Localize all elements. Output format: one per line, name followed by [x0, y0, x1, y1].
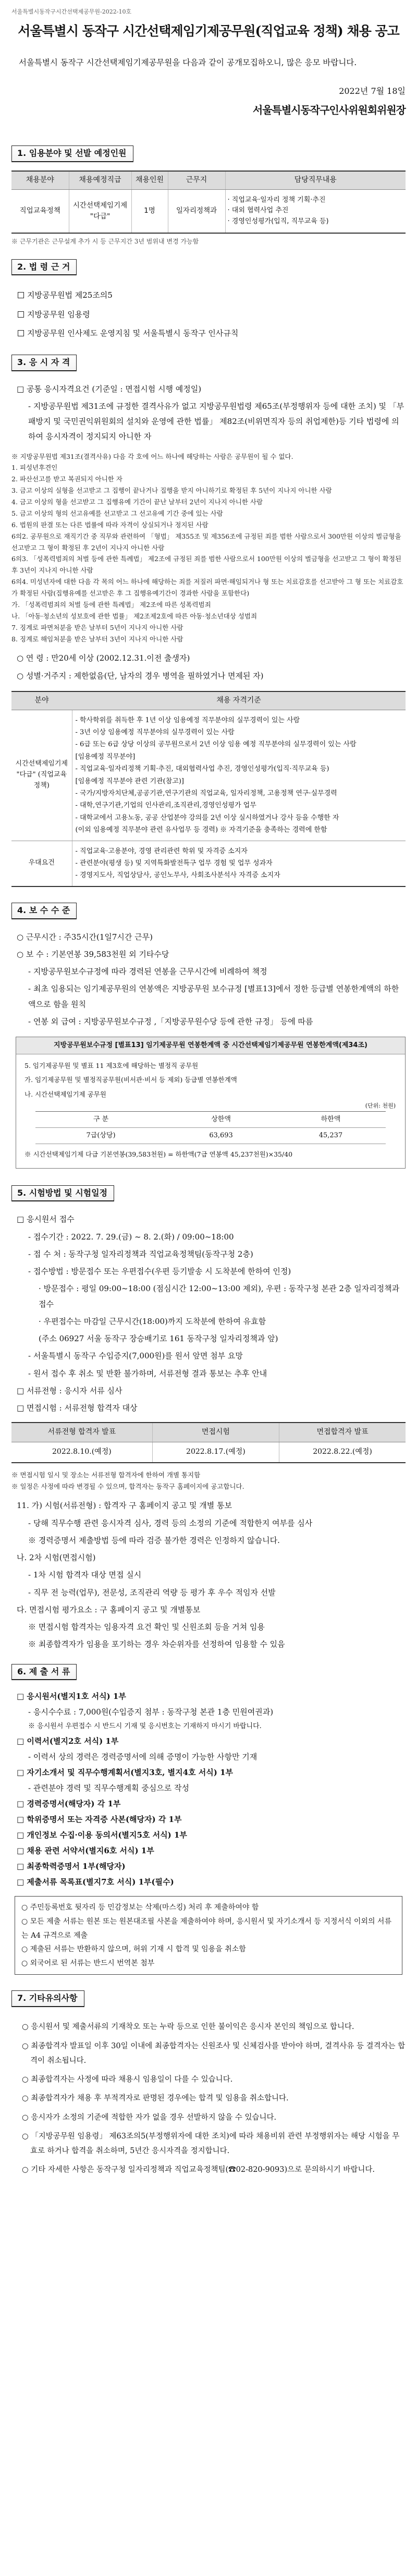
intro-text: 서울특별시 동작구 시간선택제임기제공무원을 다음과 같이 공개모집하오니, 많은 응모 바랍니다.	[19, 57, 357, 67]
table-row	[11, 841, 406, 886]
criteria-line: - 관련분야(평생 등) 및 지역특화발전특구 업무 경험 및 업무 성과자	[75, 859, 273, 867]
caution-line: ○ 최종합격자 발표일 이후 30일 이내에 최종합격자는 신원조사 및 신체검사를 받아야 하며, 결격사유 등 결격자는 합격이 취소됩니다.	[22, 2042, 406, 2065]
document-item: □ 자기소개서 및 직무수행계획서(별지3호, 별지4호 서식) 1부	[17, 1768, 234, 1778]
disqualification-notes	[11, 451, 406, 645]
exam-line: · 방문접수 : 평일 09:00~18:00 (점심시간 12:00~13:00 제외), 우편 : 동작구청 본관 2층 일자리정책과 접수	[39, 1284, 400, 1309]
caution-line: ○ 최종합격자가 채용 후 부적격자로 판명된 경우에는 합격 및 임용을 취소합니다.	[22, 2094, 289, 2103]
work-hours: ○ 근무시간 : 주35시간(1일7시간 근무)	[17, 932, 153, 942]
table-row	[11, 189, 406, 233]
schedule-header: 서류전형 합격자 발표	[11, 1423, 152, 1442]
section-title-7: 7. 기타유의사항	[11, 1990, 84, 2007]
exam-method-line: ※ 면접시험 합격자는 임용자격 요건 확인 및 신원조회 등을 거쳐 임용	[28, 1622, 265, 1632]
header-criteria: 채용 자격기준	[72, 691, 406, 710]
document-list	[17, 1688, 406, 1890]
pay-header: 구 분	[35, 1111, 166, 1127]
pay-header: 상한액	[166, 1111, 276, 1127]
document-notice-box	[15, 1896, 402, 1975]
note-line: 8. 징계로 해임처분을 받은 날부터 3년이 지나지 아니한 사람	[11, 635, 183, 643]
notice-title: 서울특별시 동작구 시간선택제임기제공무원(직업교육 정책) 채용 공고	[18, 23, 399, 39]
salary-detail: - 연봉 외 급여 : 지방공무원보수규정 ,「지방공무원수당 등에 관한 규정」 등에 따름	[28, 1016, 313, 1026]
exam-method-line: - 직무 전 능력(업무), 전문성, 조직관리 역량 등 평가 후 우수 적임자 선발	[28, 1587, 276, 1597]
section-title-2: 2. 법 령 근 거	[11, 259, 77, 276]
duty-line: · 경영인성평가(입직, 직무교육 등)	[227, 217, 329, 226]
table-row	[11, 1442, 406, 1462]
age-requirement: ○ 연 령 : 만20세 이상 (2002.12.31.이전 출생자)	[17, 653, 190, 663]
exam-line: · 우편접수는 마감일 근무시간(18:00)까지 도착분에 한하여 유효함	[39, 1316, 266, 1326]
note-line: 가. 「성폭력범죄의 처벌 등에 관한 특례법」 제2조에 따른 성폭력범죄	[11, 600, 211, 609]
pay-cell: 45,237	[276, 1128, 385, 1144]
exam-line: - 원서 접수 후 취소 및 반환 불가하며, 서류전형 결과 통보는 추후 안내	[28, 1368, 267, 1378]
checkbox-icon	[18, 330, 24, 336]
section-title-3: 3. 응 시 자 격	[11, 355, 77, 371]
law-item-text: 지방공무원법 제25조의5	[27, 290, 113, 300]
document-item: □ 응시원서(별지1호 서식) 1부	[17, 1692, 126, 1702]
schedule-cell: 2022.8.22.(예정)	[279, 1442, 406, 1462]
exam-method-line: 11. 가) 시험(서류전형) : 합격자 구 홈페이지 공고 및 개별 통보	[17, 1501, 232, 1511]
law-item-text: 지방공무원 임용령	[27, 309, 90, 319]
law-item	[18, 307, 406, 322]
criteria-line: [임용예정 직무분야 관련 기관(참고)]	[75, 777, 184, 785]
criteria-line: (이외 임용예정 직무분야 관련 유사업무 등 경력) ※ 자격기준을 충족하는 경력에 한함	[75, 826, 327, 834]
schedule-cell: 2022.8.17.(예정)	[152, 1442, 279, 1462]
pay-box-line: 5. 임기제공무원 및 별표 11 제3호에 해당하는 별정직 공무원	[24, 1062, 199, 1070]
exam-method-line: - 1차 시험 합격자 대상 면접 실시	[28, 1570, 142, 1580]
note-line: ※ 지방공무원법 제31조(결격사유) 다음 각 호에 어느 하나에 해당하는 사람은 공무원이 될 수 없다.	[11, 452, 293, 460]
document-detail: - 이력서 상의 경력은 경력증명서에 의해 증명이 가능한 사항만 기재	[28, 1752, 257, 1762]
law-item	[18, 288, 406, 303]
duty-line: · 직업교육·일자리 정책 기획·추진	[227, 196, 326, 204]
note-line: 4. 금고 이상의 형을 선고받고 그 집행유예 기간이 끝난 날부터 2년이 지나지 아니한 사람	[11, 498, 263, 506]
schedule-cell: 2022.8.10.(예정)	[11, 1442, 152, 1462]
schedule-notes	[11, 1469, 406, 1492]
criteria-line: - 직업교육·일자리정책 기획·추진, 대외협력사업 추진, 경영인성평가(입직·직무교육 등)	[75, 765, 329, 773]
exam-line: □ 면접시험 : 서류전형 합격자 대상	[17, 1403, 138, 1413]
document-item: □ 최종학력증명서 1부(해당자)	[17, 1862, 126, 1872]
table-row	[11, 710, 406, 841]
exam-method-line: ※ 최종합격자가 임용을 포기하는 경우 차순위자를 선정하여 임용할 수 있음	[28, 1639, 285, 1649]
pay-limit-box	[16, 1037, 406, 1168]
pay-note: ※ 시간선택제임기제 다급 기본연봉(39,583천원) = 하한액(7급 연봉액 45,237천원)×35/40	[24, 1150, 293, 1159]
pay-cell: 63,693	[166, 1128, 276, 1144]
notice-line: ○ 주민등록번호 뒷자리 등 민감정보는 삭제(마스킹) 처리 후 제출하여야 함	[21, 1903, 259, 1912]
gender-requirement: ○ 성별·거주지 : 제한없음(단, 남자의 경우 병역을 필하였거나 면제된 자)	[17, 671, 264, 681]
note-line: 7. 징계로 파면처분을 받은 날부터 5년이 지나지 아니한 사람	[11, 623, 183, 631]
header-grade: 채용예정직급	[69, 171, 131, 189]
header-count: 채용인원	[131, 171, 168, 189]
notice-date: 2022년 7월 18일	[339, 86, 406, 96]
header-duties: 담당직무내용	[225, 171, 406, 189]
criteria-line: - 경영지도사, 직업상담사, 공인노무사, 사회조사분석사 자격증 소지자	[75, 871, 280, 880]
document-item: □ 개인정보 수집·이용 동의서(별지5호 서식) 1부	[17, 1830, 187, 1840]
note-line: 5. 금고 이상의 형의 선고유예를 선고받고 그 선고유예 기간 중에 있는 사람	[11, 509, 223, 517]
exam-method-line: 나. 2차 시험(면접시험)	[17, 1553, 96, 1563]
note-line: 6의4. 미성년자에 대한 다음 각 목의 어느 하나에 해당하는 죄를 저질러 파면·해임되거나 형 또는 치료감호를 선고받아 그 형 또는 치료감호가 확정된 사람(집행유예를 선고받은 후 그 집행유예기간이 경과한 사람을 포함한다)	[11, 578, 403, 598]
cell-place: 일자리정책과	[168, 189, 225, 233]
header-place: 근무지	[168, 171, 225, 189]
cell-field: 직업교육정책	[11, 189, 69, 233]
law-item	[18, 326, 406, 341]
criteria-line: - 국가/지방자치단체,공공기관,연구기관의 직업교육, 일자리정책, 고용정책 연구·실무경력	[75, 789, 337, 797]
section-title-5: 5. 시험방법 및 시험일정	[11, 1185, 114, 1202]
exam-line: - 서울특별시 동작구 수입증지(7,000원)를 원서 앞면 첨부 요망	[28, 1351, 243, 1361]
schedule-header: 면접시험	[152, 1423, 279, 1442]
salary: ○ 보 수 : 기본연봉 39,583천원 외 기타수당	[17, 949, 169, 959]
notice-line: ○ 모든 제출 서류는 원본 또는 원본대조필 사본을 제출하여야 하며, 응시원서 및 자기소개서 등 지정서식 이외의 서류는 A4 규격으로 제출	[21, 1917, 391, 1940]
recruitment-table	[11, 171, 406, 234]
note-line: 6의2. 공무원으로 재직기간 중 직무와 관련하여 「형법」 제355조 및 제356조에 규정된 죄를 범한 사람으로서 300만원 이상의 벌금형을 선고받고 그 형이 확정된 후 2년이 지나지 아니한 사람	[11, 532, 401, 552]
issuing-organization: 서울특별시동작구인사위원회위원장	[252, 104, 406, 117]
document-item: □ 경력증명서(해당자) 각 1부	[17, 1799, 121, 1809]
schedule-header: 면접합격자 발표	[279, 1423, 406, 1442]
cell-duties	[225, 189, 406, 233]
exam-line: - 접수방법 : 방문접수 또는 우편접수(우편 등기발송 시 도착분에 한하여 인정)	[28, 1267, 291, 1277]
exam-line: - 접수기간 : 2022. 7. 29.(금) ~ 8. 2.(화) / 09:00~18:00	[28, 1232, 234, 1242]
exam-line: □ 서류전형 : 응시자 서류 심사	[17, 1386, 122, 1395]
criteria-line: - 6급 또는 6급 상당 이상의 공무원으로서 2년 이상 임용 예정 직무분야의 실무경력이 있는 사람	[75, 740, 357, 749]
duty-line: · 대외 협력사업 추진	[227, 206, 289, 215]
exam-line: - 접 수 처 : 동작구청 일자리정책과 직업교육정책팀(동작구청 2층)	[28, 1249, 253, 1259]
section-title-6: 6. 제 출 서 류	[11, 1664, 77, 1681]
document-item: □ 채용 관련 서약서(별지6호 서식) 1부	[17, 1846, 154, 1856]
common-requirement: □ 공통 응시자격요건 (기준일 : 면접시험 시행 예정일)	[17, 384, 202, 394]
document-number: 서울특별시동작구시간선택제공무원-2022-10호	[11, 8, 132, 15]
document-item: □ 제출서류 목록표(별지7호 서식) 1부(필수)	[17, 1877, 174, 1887]
document-item: □ 학위증명서 또는 자격증 사본(해당자) 각 1부	[17, 1815, 182, 1825]
exam-method-line: 다. 면접시험 평가요소 : 구 홈페이지 공고 및 개별통보	[17, 1605, 201, 1614]
cell-category: 시간선택제임기제 "다급" (직업교육 정책)	[11, 710, 72, 841]
caution-line: ○ 응시원서 및 제출서류의 기재착오 또는 누락 등으로 인한 불이익은 응시자 본인의 책임으로 합니다.	[22, 2023, 354, 2032]
exam-line: □ 응시원서 접수	[17, 1214, 75, 1224]
checkbox-icon	[18, 292, 24, 298]
note-line: 6의3. 「성폭력범죄의 처벌 등에 관한 특례법」 제2조에 규정된 죄를 범한 사람으로서 100만원 이상의 벌금형을 선고받고 그 형이 확정된 후 3년이 지나지 아니한 사람	[11, 555, 401, 575]
cell-grade: 시간선택제임기제 "다급"	[69, 189, 131, 233]
criteria-line: - 대학,연구기관,기업의 인사관리,조직관리,경영인성평가 업무	[75, 801, 256, 810]
exam-line: (주소 06927 서울 동작구 장승배기로 161 동작구청 일자리정책과 앞)	[39, 1334, 278, 1344]
document-detail: ※ 응시원서 우편접수 시 반드시 기재 및 응시번호는 기재하지 마시기 바랍니다.	[28, 1722, 262, 1731]
salary-detail: - 최초 임용되는 임기제공무원의 연봉액은 지방공무원 보수규정 [별표13]에서 정한 등급별 연봉한계액의 하한액으로 함을 원칙	[28, 984, 399, 1009]
exam-method-line: - 당해 직무수행 관련 응시자격 심사, 경력 등의 소정의 기준에 적합한지 여부를 심사	[28, 1518, 313, 1528]
cell-criteria	[72, 710, 406, 841]
note-line: 6. 법원의 판결 또는 다른 법률에 따라 자격이 상실되거나 정지된 사람	[11, 520, 208, 529]
document-detail: - 관련분야 경력 및 직무수행계획 중심으로 작성	[28, 1783, 189, 1793]
section1-note: ※ 근무기관은 근무설계 추가 시 등 근무지간 3년 범위내 변경 가능함	[11, 237, 199, 245]
notice-line: ○ 외국어로 된 서류는 반드시 번역본 첨부	[21, 1959, 155, 1967]
document-detail: - 응시수수료 : 7,000원(수입증지 첨부 : 동작구청 본관 1층 민원여권과)	[28, 1707, 274, 1717]
note-line: 3. 금고 이상의 실형을 선고받고 그 집행이 끝나거나 집행을 받지 아니하기로 확정된 후 5년이 지나지 아니한 사람	[11, 487, 332, 495]
section-title-4: 4. 보 수 수 준	[11, 903, 77, 919]
note-line: 1. 피성년후견인	[11, 464, 58, 472]
note-line: ※ 면접시험 일시 및 장소는 서류전형 합격자에 한하여 개별 통지함	[11, 1471, 201, 1479]
cell-category: 우대요건	[11, 841, 72, 886]
requirement-detail: - 지방공무원법 제31조에 규정한 결격사유가 없고 지방공무원법령 제65조(부정행위자 등에 대한 조치) 및 「부패방지 및 국민권익위원회의 설치와 운영에 관한 법률」 제82조(비위면직자 등의 취업제한)등 기타 법령에 의하여 응시자격이 정지되지 아니한 자	[28, 401, 404, 442]
header-field: 채용분야	[11, 171, 69, 189]
note-line: 2. 파산선고를 받고 복권되지 아니한 자	[11, 475, 122, 483]
caution-line: ○ 최종합격자는 사정에 따라 채용시 임용일이 다를 수 있습니다.	[22, 2075, 233, 2084]
pay-table	[35, 1111, 385, 1144]
checkbox-icon	[18, 311, 24, 318]
exam-method-line: ※ 경력증명서 제출방법 등에 따라 검증 불가한 경력은 인정하지 않습니다.	[28, 1535, 280, 1545]
caution-line: ○ 「지방공무원 임용령」 제63조의5(부정행위자에 대한 조치)에 따라 채용비위 관련 부정행위자는 해당 시험을 무효로 하거나 합격을 취소하며, 5년간 응시자격을 정지합니다.	[22, 2132, 400, 2156]
criteria-line: - 직업교육·고용분야, 경영 관리관련 학위 및 자격증 소지자	[75, 847, 248, 855]
note-line: ※ 일정은 사정에 따라 변경될 수 있으며, 합격자는 동작구 홈페이지에 공고합니다.	[11, 1482, 244, 1490]
document-item: □ 이력서(별지2호 서식) 1부	[17, 1736, 119, 1746]
notice-line: ○ 제출된 서류는 반환하지 않으며, 허위 기재 시 합격 및 임용을 취소함	[21, 1945, 246, 1954]
criteria-line: - 학사학위를 취득한 후 1년 이상 임용예정 직무분야의 실무경력이 있는 사람	[75, 716, 300, 724]
pay-box-title: 지방공무원보수규정 [별표13] 임기제공무원 연봉한계액 중 시간선택제임기제공무원 연봉한계액(제34조)	[16, 1037, 405, 1054]
criteria-line: - 3년 이상 임용예정 직무분야의 실무경력이 있는 사람	[75, 728, 235, 737]
pay-box-line: 나. 시간선택제임기제 공무원	[24, 1090, 106, 1098]
caution-line: ○ 기타 자세한 사항은 동작구청 일자리정책과 직업교육정책팀(☎02-820-9093)으로 문의하시기 바랍니다.	[22, 2166, 375, 2174]
pay-cell: 7급(상당)	[35, 1128, 166, 1144]
schedule-table	[11, 1422, 406, 1463]
cell-criteria	[72, 841, 406, 886]
section-title-1: 1. 임용분야 및 선발 예정인원	[11, 145, 133, 162]
qualification-table	[11, 691, 406, 887]
note-line: 나. 「아동·청소년의 성보호에 관한 법률」 제2조제2호에 따른 아동·청소년대상 성범죄	[11, 612, 257, 620]
caution-line: ○ 응시자가 소정의 기준에 적합한 자가 없을 경우 선발하지 않을 수 있습니다.	[22, 2113, 277, 2122]
salary-detail: - 지방공무원보수규정에 따라 경력된 연봉을 근무시간에 비례하여 책정	[28, 967, 267, 977]
header-category: 분야	[11, 691, 72, 710]
criteria-line: - 대학교에서 고용노동, 공공 산업분야 강의를 2년 이상 실시하였거나 강사 등을 수행한 자	[75, 813, 339, 822]
law-item-text: 지방공무원 인사제도 운영지침 및 서울특별시 동작구 인사규칙	[27, 329, 239, 338]
criteria-line: [임용예정 직무분야]	[75, 752, 136, 761]
table-row	[35, 1128, 385, 1144]
pay-header: 하한액	[276, 1111, 385, 1127]
pay-unit: (단위: 천원)	[365, 1102, 396, 1109]
pay-box-line: 가. 임기제공무원 및 별정직공무원(비서관·비서 등 제외) 등급별 연봉한계액	[24, 1076, 237, 1084]
cell-count: 1명	[131, 189, 168, 233]
